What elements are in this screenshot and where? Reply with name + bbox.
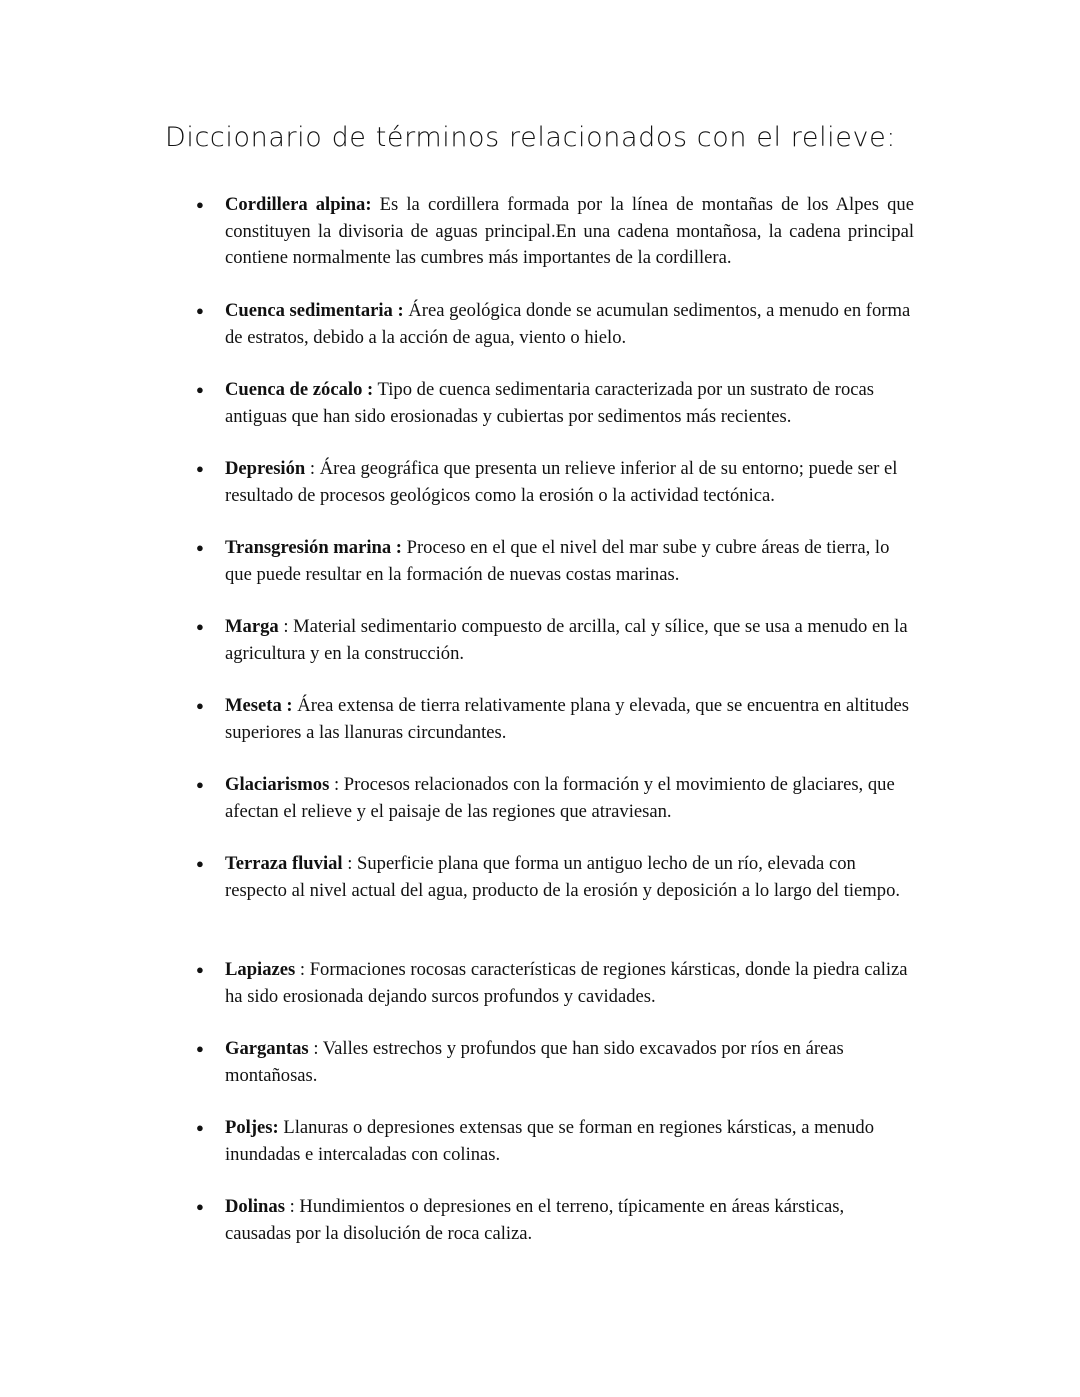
term-name: Cuenca sedimentaria :: [225, 300, 404, 321]
term-item: [196, 192, 914, 272]
term-item: [196, 772, 914, 825]
term-name: Lapiazes: [225, 959, 296, 980]
page-title: Diccionario de términos relacionados con el relieve:: [165, 122, 896, 153]
term-definition: Área geológica donde se acumulan sedimentos, a menudo en forma de estratos, debido a la acción de agua, viento o hielo.: [225, 300, 911, 348]
bullet-icon: ●: [196, 777, 204, 792]
term-name: Glaciarismos: [225, 774, 330, 795]
term-name: Transgresión marina :: [225, 537, 402, 558]
bullet-icon: ●: [196, 856, 204, 871]
term-name: Terraza fluvial: [225, 853, 343, 874]
term-name: Cordillera alpina:: [225, 194, 372, 215]
bullet-icon: ●: [196, 1199, 204, 1214]
bullet-icon: ●: [196, 698, 204, 713]
term-name: Dolinas: [225, 1196, 285, 1217]
term-definition: : Material sedimentario compuesto de arcilla, cal y sílice, que se usa a menudo en la agricultura y en la construcción.: [225, 616, 908, 664]
term-definition: : Procesos relacionados con la formación y el movimiento de glaciares, que afectan el relieve y el paisaje de las regiones que atraviesan.: [225, 774, 895, 822]
term-definition: : Valles estrechos y profundos que han sido excavados por ríos en áreas montañosas.: [225, 1038, 844, 1086]
term-name: Depresión: [225, 458, 306, 479]
term-definition: Área extensa de tierra relativamente plana y elevada, que se encuentra en altitudes superiores a las llanuras circundantes.: [225, 695, 910, 743]
term-name: Meseta :: [225, 695, 293, 716]
term-item: [196, 614, 914, 667]
term-name: Marga: [225, 616, 279, 637]
bullet-icon: ●: [196, 1120, 204, 1135]
bullet-icon: ●: [196, 962, 204, 977]
term-definition: : Hundimientos o depresiones en el terreno, típicamente en áreas kársticas, causadas por la disolución de roca caliza.: [225, 1196, 845, 1244]
term-item: [196, 377, 914, 430]
term-item: [196, 693, 914, 746]
term-name: Gargantas: [225, 1038, 309, 1059]
term-definition: : Superficie plana que forma un antiguo lecho de un río, elevada con respecto al nivel actual del agua, producto de la erosión y deposición a lo largo del tiempo.: [225, 853, 901, 901]
term-definition: : Formaciones rocosas características de regiones kársticas, donde la piedra caliza ha sido erosionada dejando surcos profundos y cavidades.: [225, 959, 908, 1007]
term-name: Cuenca de zócalo :: [225, 379, 374, 400]
term-definition: Es la cordillera formada por la línea de montañas de los Alpes que constituyen la divisoria de aguas principal.En una cadena montañosa, la cadena principal contiene normalmente las cumbres más importantes de la cordillera.: [225, 194, 914, 268]
term-definition: Tipo de cuenca sedimentaria caracterizada por un sustrato de rocas antiguas que han sido erosionadas y cubiertas por sedimentos más recientes.: [225, 379, 875, 427]
bullet-icon: ●: [196, 540, 204, 555]
term-item: [196, 851, 914, 904]
term-item: [196, 456, 914, 509]
term-item: [196, 957, 914, 1010]
term-item: [196, 1194, 914, 1247]
bullet-icon: ●: [196, 303, 204, 318]
bullet-icon: ●: [196, 1041, 204, 1056]
bullet-icon: ●: [196, 619, 204, 634]
term-item: [196, 535, 914, 588]
term-definition: Llanuras o depresiones extensas que se forman en regiones kársticas, a menudo inundadas e intercaladas con colinas.: [225, 1117, 875, 1165]
term-definition: : Área geográfica que presenta un relieve inferior al de su entorno; puede ser el resultado de procesos geológicos como la erosión o la actividad tectónica.: [225, 458, 898, 506]
bullet-icon: ●: [196, 197, 204, 212]
term-item: [196, 1115, 914, 1168]
term-definition: Proceso en el que el nivel del mar sube y cubre áreas de tierra, lo que puede resultar en la formación de nuevas costas marinas.: [225, 537, 890, 585]
term-name: Poljes:: [225, 1117, 279, 1138]
bullet-icon: ●: [196, 382, 204, 397]
term-item: [196, 1036, 914, 1089]
term-item: [196, 298, 914, 351]
bullet-icon: ●: [196, 461, 204, 476]
